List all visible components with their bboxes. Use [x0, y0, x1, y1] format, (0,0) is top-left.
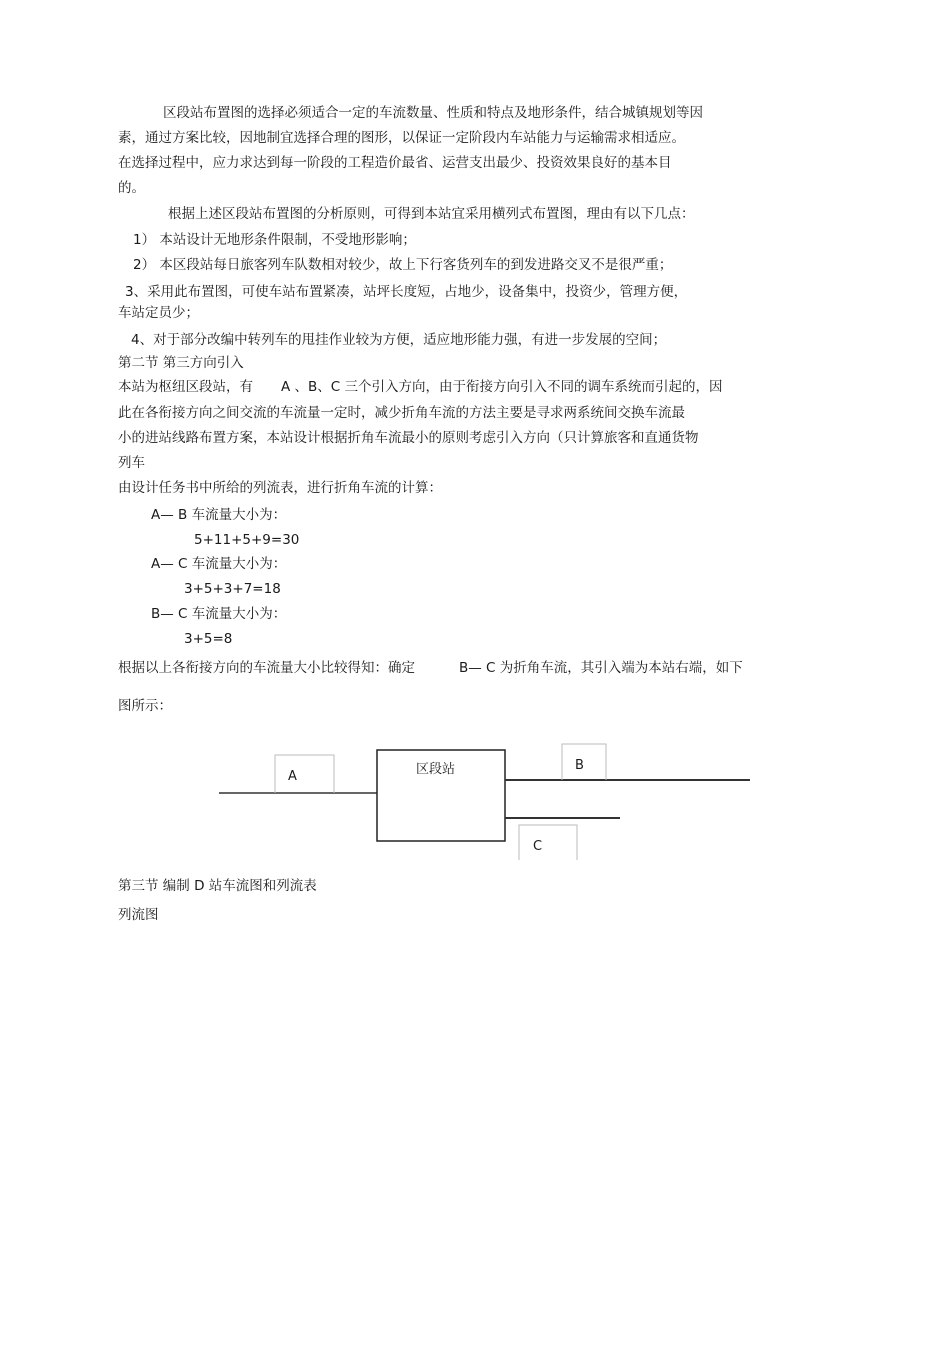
reason-item-4: 4、对于部分改编中转列车的甩挂作业较为方便，适应地形能力强，有进一步发展的空间； — [131, 332, 667, 348]
direction-b-box — [562, 744, 606, 780]
section-2-line-3: 小的进站线路布置方案，本站设计根据折角车流最小的原则考虑引入方向（只计算旅客和直通货物 — [118, 430, 699, 446]
bc-flow-value: 3+5=8 — [184, 631, 233, 647]
direction-b-label: B — [575, 758, 584, 773]
conclusion-line-1-b: B— C 为折角车流，其引入端为本站右端，如下 — [459, 660, 743, 676]
bc-flow-label: B— C 车流量大小为： — [151, 606, 287, 622]
section-2-line-1-a: 本站为枢纽区段站，有 — [118, 379, 253, 395]
conclusion-line-1-a: 根据以上各衔接方向的车流量大小比较得知：确定 — [118, 660, 415, 676]
ab-flow-value: 5+11+5+9=30 — [194, 532, 300, 548]
section-2-line-4: 列车 — [118, 455, 145, 471]
reason-item-3-line-2: 车站定员少； — [118, 305, 199, 321]
direction-c-box — [519, 825, 577, 860]
direction-c-label: C — [533, 839, 543, 854]
paragraph-1-line-3: 在选择过程中，应力求达到每一阶段的工程造价最省、运营支出最少、投资效果良好的基本目 — [118, 155, 672, 171]
conclusion-line-2: 图所示： — [118, 698, 172, 714]
ab-flow-label: A— B 车流量大小为： — [151, 507, 287, 523]
section-3-heading: 第三节 编制 D 站车流图和列流表 — [118, 878, 317, 894]
section-2-heading: 第二节 第三方向引入 — [118, 355, 244, 371]
direction-a-box — [275, 755, 334, 793]
paragraph-2: 根据上述区段站布置图的分析原则，可得到本站宜采用横列式布置图，理由有以下几点： — [168, 206, 695, 222]
paragraph-1-line-4: 的。 — [118, 180, 145, 196]
paragraph-1-line-2: 素，通过方案比较，因地制宜选择合理的图形，以保证一定阶段内车站能力与运输需求相适应。 — [118, 130, 685, 146]
section-2-line-1-b: A 、B、C 三个引入方向，由于衔接方向引入不同的调车系统而引起的，因 — [281, 379, 723, 395]
ac-flow-label: A— C 车流量大小为： — [151, 556, 287, 572]
reason-item-2: 2） 本区段站每日旅客列车队数相对较少，故上下行客货列车的到发进路交叉不是很严重； — [133, 257, 673, 273]
reason-item-3-line-1: 3、采用此布置图，可使车站布置紧凑，站坪长度短，占地少，设备集中，投资少，管理方便， — [125, 284, 688, 300]
direction-a-label: A — [288, 769, 297, 784]
paragraph-1-line-1: 区段站布置图的选择必须适合一定的车流数量、性质和特点及地形条件，结合城镇规划等因 — [163, 105, 703, 121]
section-2-line-2: 此在各衔接方向之间交流的车流量一定时，减少折角车流的方法主要是寻求两系统间交换车流最 — [118, 405, 685, 421]
ac-flow-value: 3+5+3+7=18 — [184, 581, 281, 597]
reason-item-1: 1） 本站设计无地形条件限制，不受地形影响； — [133, 232, 416, 248]
calc-intro: 由设计任务书中所给的列流表，进行折角车流的计算： — [118, 480, 442, 496]
station-label: 区段站 — [416, 762, 456, 777]
section-3-subheading: 列流图 — [118, 907, 159, 923]
